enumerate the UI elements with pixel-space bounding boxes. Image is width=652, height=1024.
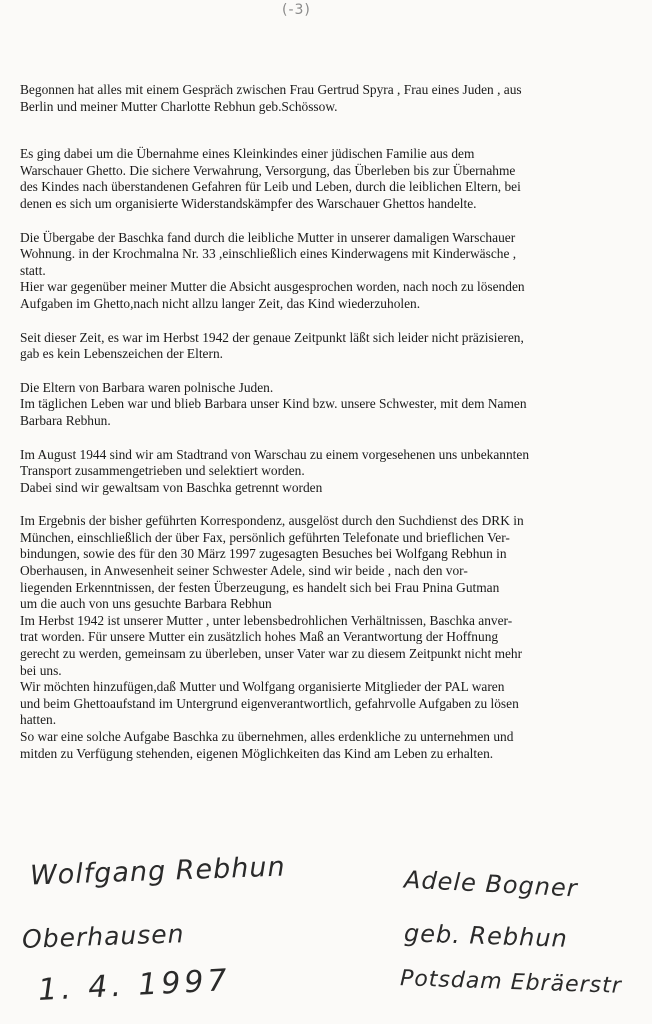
signature-wolfgang-name: Wolfgang Rebhun [29,851,287,892]
text-line: Dabei sind wir gewaltsam von Baschka getrennt worden [20,479,323,495]
text-line: Berlin und meiner Mutter Charlotte Rebhun geb.Schössow. [20,98,338,114]
text-line: statt. [20,262,46,278]
paragraph-2 [20,146,640,212]
text-line: Im August 1944 sind wir am Stadtrand von Warschau zu einem vorgesehenen uns unbekannten [20,446,530,462]
text-line: hatten. [20,712,57,728]
text-line: Hier war gegenüber meiner Mutter die Absicht ausgesprochen worden, nach noch zu lösenden [20,279,525,295]
text-line: München, einschließlich der über Fax, persönlich geführten Telefonate und brieflichen Ver- [20,529,510,545]
text-line: denen es sich um organisierte Widerstandskämpfer des Warschauer Ghettos handelte. [20,195,477,211]
text-line: um die auch von uns gesuchte Barbara Rebhun [20,596,272,612]
text-line: Oberhausen, in Anwesenheit seiner Schwester Adele, sind wir beide , nach den vor- [20,563,468,579]
text-line: mitden zu Verfügung stehenden, eigenen Möglichkeiten das Kind am Leben zu erhalten. [20,745,494,761]
text-line: Begonnen hat alles mit einem Gespräch zwischen Frau Gertrud Spyra , Frau eines Juden , aus [20,82,522,97]
text-line: Barbara Rebhun. [20,412,111,428]
text-line: Es ging dabei um die Übernahme eines Kleinkindes einer jüdischen Familie aus dem [20,146,475,162]
text-line: und beim Ghettoaufstand im Untergrund eigenverantwortlich, gefahrvolle Aufgaben zu lösen [20,695,519,711]
text-line: des Kindes nach überstandenen Gefahren für Leib und Leben, durch die leiblichen Eltern, bei [20,179,521,195]
paragraph-4 [20,330,640,363]
text-line: gerecht zu werden, gemeinsam zu überleben, unser Vater war zu diesem Zeitpunkt nicht mehr [20,646,523,662]
text-line: bei uns. [20,662,62,678]
signature-adele-name: Adele Bogner [403,865,579,903]
paragraph-5 [20,380,640,430]
text-line: Transport zusammengetrieben und selektiert worden. [20,463,305,479]
text-line: Aufgaben im Ghetto,nach nicht allzu langer Zeit, das Kind wiederzuholen. [20,295,421,311]
signature-adele-maiden-name: geb. Rebhun [403,919,569,953]
text-line: Seit dieser Zeit, es war im Herbst 1942 der genaue Zeitpunkt läßt sich leider nicht präzisieren, [20,329,524,345]
text-line: Im Ergebnis der bisher geführten Korrespondenz, ausgelöst durch den Suchdienst des DRK in [20,513,524,529]
text-line: liegenden Erkenntnissen, der festen Überzeugung, es handelt sich bei Frau Pnina Gutman [20,579,500,595]
text-line: Wir möchten hinzufügen,daß Mutter und Wolfgang organisierte Mitglieder der PAL waren [20,679,505,695]
text-line: Die Eltern von Barbara waren polnische Juden. [20,379,274,395]
text-line: So war eine solche Aufgabe Baschka zu übernehmen, alles erdenkliche zu unternehmen und [20,729,514,744]
paragraph-1 [20,82,640,115]
paragraph-3 [20,230,640,313]
signature-wolfgang-place: Oberhausen [21,919,185,954]
page-number-mark: (-3) [282,2,311,18]
text-line: gab es kein Lebenszeichen der Eltern. [20,346,223,362]
text-line: bindungen, sowie des für den 30 März 1997 zugesagten Besuches bei Wolfgang Rebhun in [20,546,507,562]
text-line: trat worden. Für unsere Mutter ein zusätzlich hohes Maß an Verantwortung der Hoffnung [20,629,499,645]
text-line: Die Übergabe der Baschka fand durch die leibliche Mutter in unserer damaligen Warschauer [20,229,516,245]
text-line: Im Herbst 1942 ist unserer Mutter , unter lebensbedrohlichen Verhältnissen, Baschka anver- [20,612,513,628]
text-line: Im täglichen Leben war und blieb Barbara unser Kind bzw. unsere Schwester, mit dem Namen [20,396,527,412]
letter-body [20,82,640,762]
paragraph-7 [20,513,640,762]
text-line: Warschauer Ghetto. Die sichere Verwahrung, Versorgung, das Überleben bis zur Übernahme [20,162,516,178]
signature-wolfgang-date: 1. 4. 1997 [37,962,232,1009]
paragraph-6 [20,447,640,497]
signature-adele-address: Potsdam Ebräerstr [399,966,623,999]
text-line: Wohnung. in der Krochmalna Nr. 33 ,einschließlich eines Kinderwagens mit Kinderwäsche , [20,246,517,262]
